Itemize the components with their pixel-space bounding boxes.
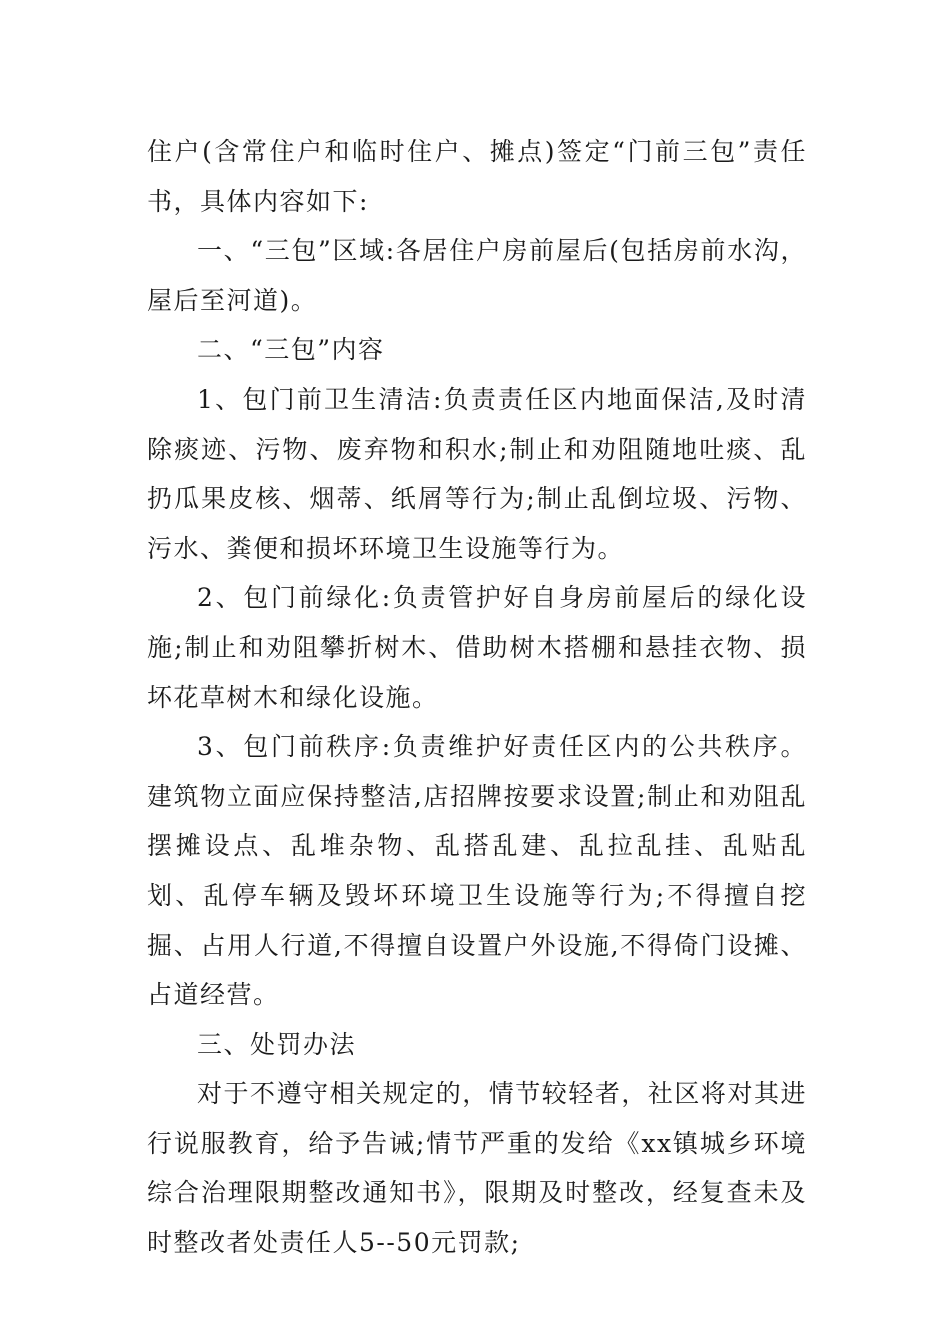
paragraph-item-3-order: 3、包门前秩序:负责维护好责任区内的公共秩序。建筑物立面应保持整洁,店招牌按要求设置;制止和劝阻乱摆摊设点、乱堆杂物、乱搭乱建、乱拉乱挂、乱贴乱划、乱停车辆及毁坏环境卫生设施等行为;不得擅自挖掘、占用人行道,不得擅自设置户外设施,不得倚门设摊、占道经营。 xyxy=(147,732,807,1010)
document-body xyxy=(147,127,807,1268)
paragraph-section-three-heading: 三、处罚办法 xyxy=(197,1029,357,1059)
paragraph-intro-continuation: 住户(含常住户和临时住户、摊点)签定“门前三包”责任书，具体内容如下: xyxy=(147,137,807,216)
paragraph-section-one-area: 一、“三包”区域:各居住户房前屋后(包括房前水沟，屋后至河道)。 xyxy=(147,236,807,315)
paragraph-item-1-sanitation: 1、包门前卫生清洁:负责责任区内地面保洁,及时清除痰迹、污物、废弃物和积水;制止和劝阻随地吐痰、乱扔瓜果皮核、烟蒂、纸屑等行为;制止乱倒垃圾、污物、污水、粪便和损坏环境卫生设施等行为。 xyxy=(147,384,807,563)
paragraph-section-two-heading: 二、“三包”内容 xyxy=(197,335,385,365)
paragraph-item-2-greening: 2、包门前绿化:负责管护好自身房前屋后的绿化设施;制止和劝阻攀折树木、借助树木搭棚和悬挂衣物、损坏花草树木和绿化设施。 xyxy=(147,583,807,712)
paragraph-penalty-details: 对于不遵守相关规定的，情节较轻者，社区将对其进行说服教育，给予告诫;情节严重的发给《xx镇城乡环境综合治理限期整改通知书》，限期及时整改，经复查未及时整改者处责任人5--50元罚款; xyxy=(147,1079,807,1258)
